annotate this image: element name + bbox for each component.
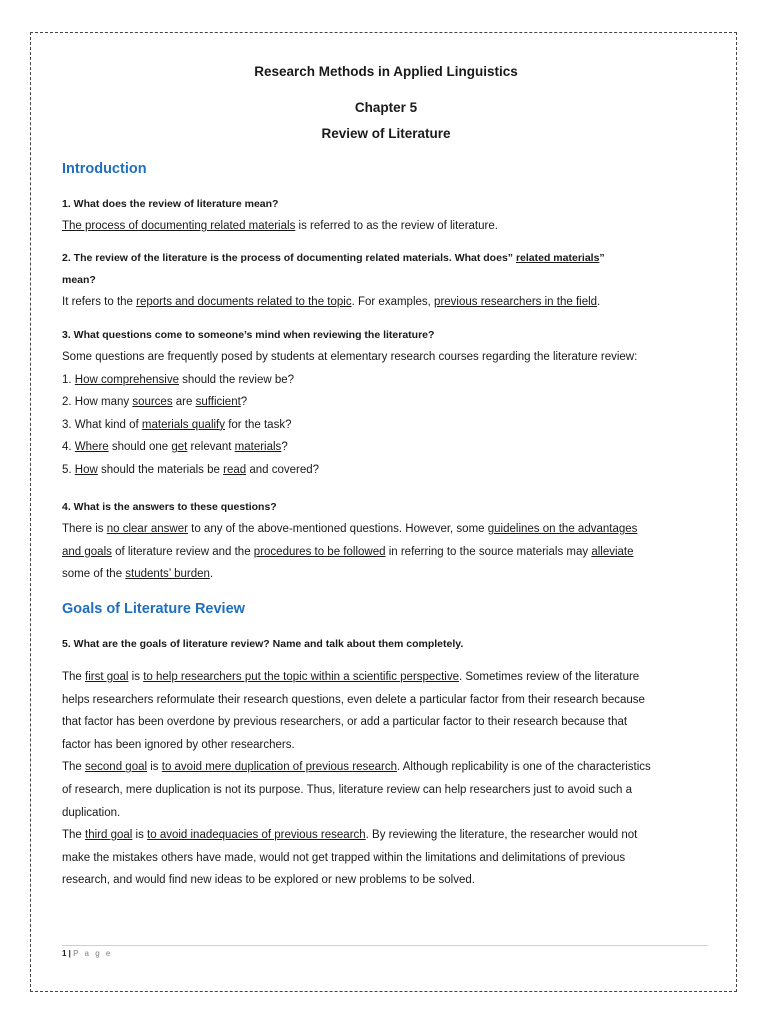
- answer-1: The process of documenting related materials is referred to as the review of literature.: [62, 220, 498, 232]
- answer-2: It refers to the reports and documents related to the topic. For examples, previous researchers in the field.: [62, 296, 601, 308]
- list-item: 2. How many sources are sufficient?: [62, 396, 248, 409]
- list-item: 1. How comprehensive should the review be?: [62, 373, 295, 386]
- page-footer: 1 | P a g e: [62, 949, 113, 958]
- introduction-heading: Introduction: [62, 161, 147, 177]
- answer-4: There is no clear answer to any of the above-mentioned questions. However, some guidelines on the advantages and goals of literature review and the procedures to be followed in referring to the source materials may alleviate some of the students’ burden.: [62, 523, 638, 581]
- answer-3: Some questions are frequently posed by students at elementary research courses regarding the literature review: 1. How comprehensive should the review be? 2. How many sources are sufficient? 3. What kind of materials qualify for the task? 4. Where should one get relevant materials? 5. How should the materials be read and covered?: [62, 346, 710, 482]
- goals-heading: Goals of Literature Review: [62, 601, 245, 617]
- question-1: 1. What does the review of literature mean?: [62, 198, 279, 210]
- footer-divider: [62, 945, 708, 946]
- list-item: 5. How should the materials be read and covered?: [62, 463, 320, 476]
- page-label: P a g e: [73, 949, 113, 958]
- question-4: 4. What is the answers to these questions?: [62, 501, 277, 513]
- question-2: 2. The review of the literature is the process of documenting related materials. What does” related materials” mean?: [62, 252, 605, 286]
- answer-5: The first goal is to help researchers put the topic within a scientific perspective. Sometimes review of the literature helps researchers reformulate their research questions, even delete a particular factor from their research because that factor has been overdone by previous researchers, or add a particular factor to their research because that factor has been ignored by other researchers. The second goal is to avoid mere duplication of previous research. Although replicability is one of the characteristics of research, mere duplication is not its purpose. Thus, literature review can help researchers just to avoid such a duplication. The third goal is to avoid inadequacies of previous research. By reviewing the literature, the researcher would not make the mistakes others have made, would not get trapped within the limitations and delimitations of previous research, and would find new ideas to be explored or new problems to be solved.: [62, 666, 710, 892]
- question-5: 5. What are the goals of literature review? Name and talk about them completely.: [62, 638, 464, 650]
- chapter-number: Chapter 5: [354, 100, 418, 115]
- goal-2: The second goal is to avoid mere duplication of previous research. Although replicability is one of the characteristics: [62, 761, 651, 774]
- chapter-title: Review of Literature: [321, 126, 451, 141]
- list-item: 3. What kind of materials qualify for the task?: [62, 418, 292, 431]
- list-item: 4. Where should one get relevant materials?: [62, 441, 288, 454]
- goal-3: The third goal is to avoid inadequacies of previous research. By reviewing the literature, the researcher would not: [62, 829, 638, 842]
- page-number: 1: [62, 949, 67, 958]
- question-3: 3. What questions come to someone’s mind when reviewing the literature?: [62, 329, 435, 341]
- underlined-phrase: The process of documenting related materials: [62, 220, 296, 232]
- document-title: Research Methods in Applied Linguistics: [254, 64, 518, 79]
- goal-1: The first goal is to help researchers put the topic within a scientific perspective. Sometimes review of the literature: [62, 671, 640, 683]
